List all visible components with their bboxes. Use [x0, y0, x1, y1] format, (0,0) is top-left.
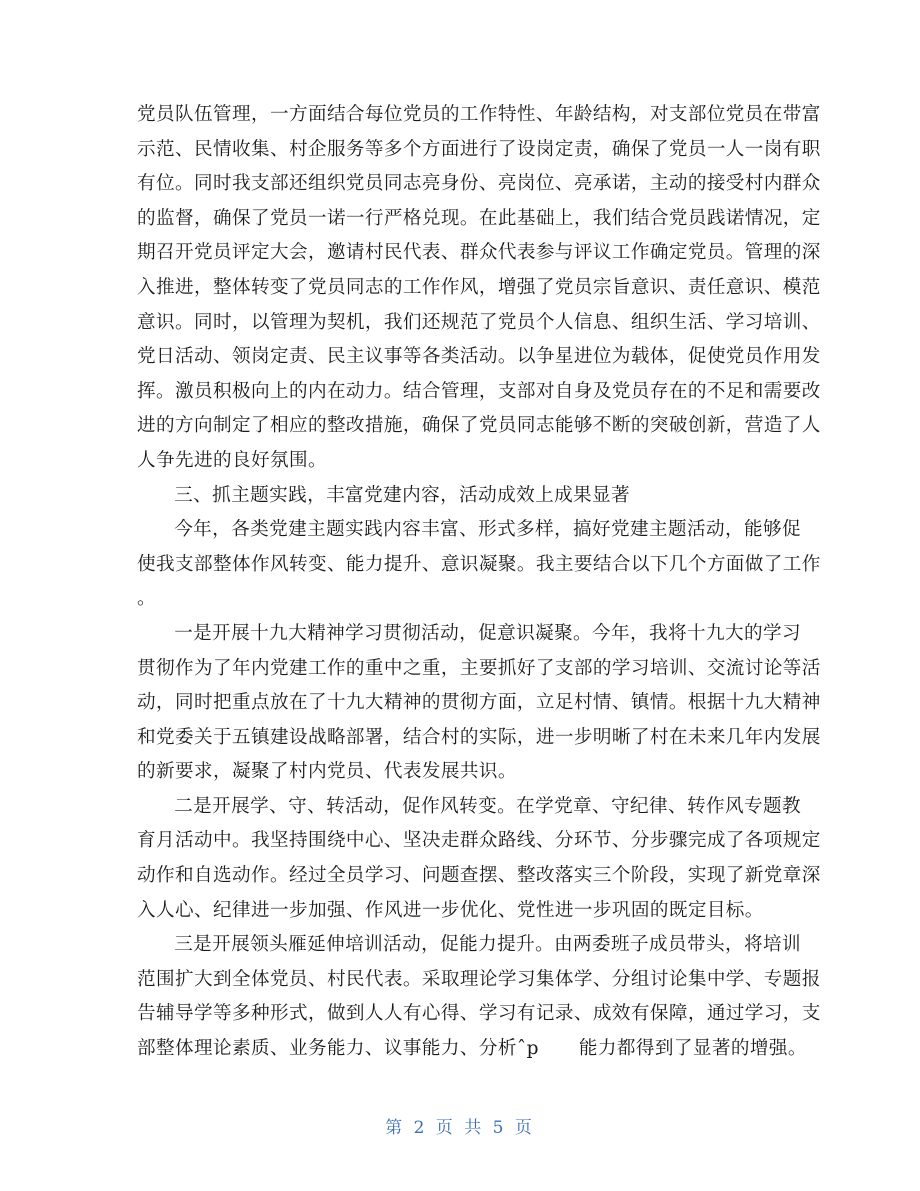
text-line: 二是开展学、守、转活动，促作风转变。在学党章、守纪律、转作风专题教	[174, 795, 801, 817]
paragraph-training-activities	[137, 928, 821, 1066]
text-line: 动作和自选动作。经过全员学习、问题查摆、整改落实三个阶段，实现了新党章深	[137, 865, 821, 887]
text-line: 使我支部整体作风转变、能力提升、意识凝聚。我主要结合以下几个方面做了工作	[137, 553, 821, 575]
text-line: 的监督，确保了党员一诺一行严格兑现。在此基础上，我们结合党员践诺情况，定	[137, 207, 821, 229]
text-line: 一是开展十九大精神学习贯彻活动，促意识凝聚。今年，我将十九大的学习	[174, 622, 801, 644]
text-line: 。	[137, 588, 156, 610]
paragraph-study-nineteenth-congress	[137, 617, 821, 790]
text-line	[137, 1032, 807, 1067]
text-line: 今年，各类党建主题实践内容丰富、形式多样，搞好党建主题活动，能够促	[174, 519, 801, 541]
text-line: 入推进，整体转变了党员同志的工作作风，增强了党员宗旨意识、责任意识、模范	[137, 276, 821, 298]
text-line: 进的方向制定了相应的整改措施，确保了党员同志能够不断的突破创新，营造了人	[137, 415, 821, 437]
text-line: 有位。同时我支部还组织党员同志亮身份、亮岗位、亮承诺，主动的接受村内群众	[137, 173, 821, 195]
page-number-footer: 第 2 页 共 5 页	[385, 1118, 535, 1138]
text-line: 示范、民情收集、村企服务等多个方面进行了设岗定责，确保了党员一人一岗有职	[137, 138, 821, 160]
text-line: 意识。同时，以管理为契机，我们还规范了党员个人信息、组织生活、学习培训、	[137, 311, 821, 333]
text-line: 贯彻作为了年内党建工作的重中之重，主要抓好了支部的学习培训、交流讨论等活	[137, 657, 821, 679]
paragraph-style-transformation	[137, 790, 821, 928]
paragraph-party-member-management	[137, 98, 821, 479]
text-line: 党日活动、领岗定责、民主议事等各类活动。以争星进位为载体，促使党员作用发	[137, 346, 821, 368]
text-line: 挥。激员积极向上的内在动力。结合管理，支部对自身及党员存在的不足和需要改	[137, 380, 821, 402]
section-heading-theme-practice	[137, 479, 783, 514]
text-line: 的新要求，凝聚了村内党员、代表发展共识。	[137, 761, 517, 783]
text-line: 告辅导学等多种形式，做到人人有心得、学习有记录、成效有保障，通过学习，支	[137, 1003, 821, 1025]
text-line: 和党委关于五镇建设战略部署，结合村的实际，进一步明晰了村在未来几年内发展	[137, 726, 821, 748]
text-line: 范围扩大到全体党员、村民代表。采取理论学习集体学、分组讨论集中学、专题报	[137, 968, 821, 990]
text-line: 人争先进的良好氛围。	[137, 449, 327, 471]
text-line: 党员队伍管理，一方面结合每位党员的工作特性、年龄结构，对支部位党员在带富	[137, 104, 821, 125]
text-line: 三是开展领头雁延伸培训活动，促能力提升。由两委班子成员带头，将培训	[174, 934, 801, 956]
text-segment: 能力都得到了显著的增强。	[578, 1038, 807, 1060]
text-segment: 部整体理论素质、业务能力、议事能力、分析ˆp	[137, 1038, 539, 1060]
text-line: 动，同时把重点放在了十九大精神的贯彻方面，立足村情、镇情。根据十九大精神	[137, 692, 821, 714]
text-line: 入人心、纪律进一步加强、作风进一步优化、党性进一步巩固的既定目标。	[137, 899, 764, 921]
text-line: 三、抓主题实践，丰富党建内容，活动成效上成果显著	[174, 484, 631, 506]
document-body	[137, 98, 821, 1067]
paragraph-theme-activities-intro	[137, 513, 821, 617]
text-line: 期召开党员评定大会，邀请村民代表、群众代表参与评议工作确定党员。管理的深	[137, 242, 821, 264]
text-line: 育月活动中。我坚持围绕中心、坚决走群众路线、分环节、分步骤完成了各项规定	[137, 830, 821, 852]
